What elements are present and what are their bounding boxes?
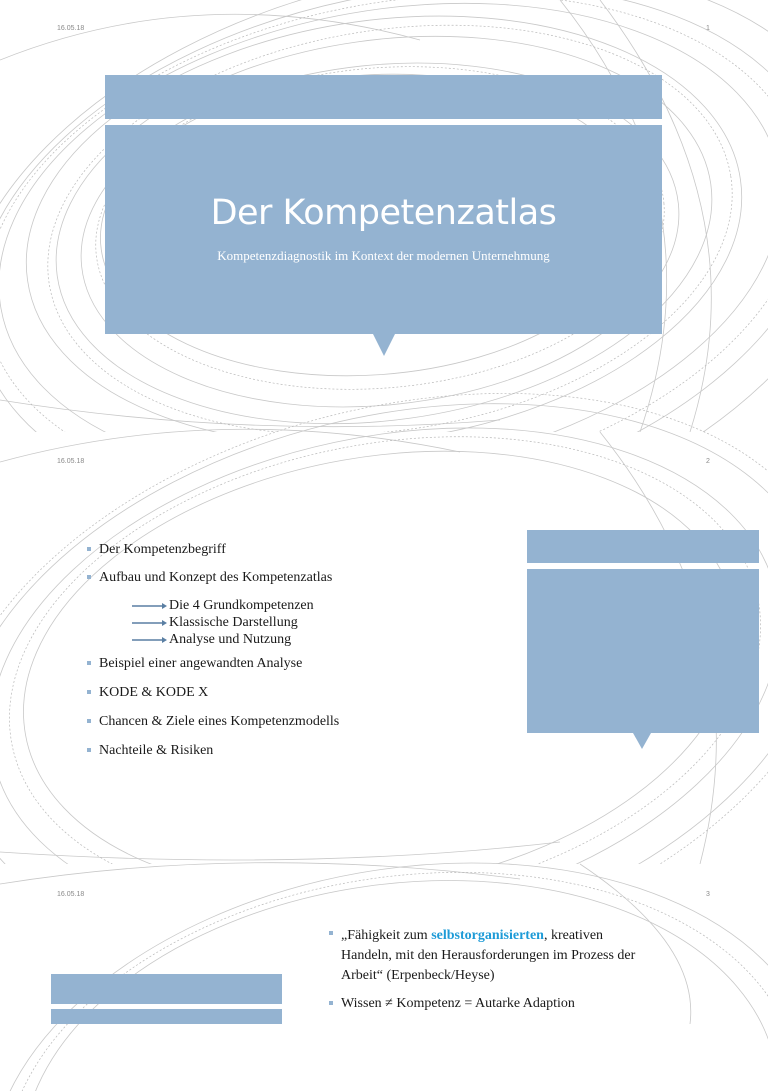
title-box-pointer <box>633 733 651 749</box>
title-header-bar <box>105 75 662 119</box>
presentation-subtitle: Kompetenzdiagnostik im Kontext der modernen Unternehmung <box>217 248 550 263</box>
agenda-item <box>99 570 332 586</box>
bullet-square-icon <box>87 575 91 579</box>
quote-rest: , kreativen <box>543 928 604 943</box>
agenda-item-label: Beispiel einer angewandten Analyse <box>99 656 303 671</box>
slide-date: 16.05.18 <box>57 891 85 898</box>
title-header-bar <box>51 974 282 1004</box>
agenda-item-label: Der Kompetenzbegriff <box>99 542 226 557</box>
agenda-subitem <box>169 615 298 631</box>
presentation-title: Der Kompetenzatlas <box>210 193 557 233</box>
agenda-subitem-label: Die 4 Grundkompetenzen <box>169 598 314 613</box>
arrow-right-icon <box>132 635 167 645</box>
agenda-item-label: Nachteile & Risiken <box>99 743 214 758</box>
agenda-item-label: Aufbau und Konzept des Kompetenzatlas <box>99 570 333 585</box>
agenda-item <box>99 542 226 558</box>
bullet-square-icon <box>87 661 91 665</box>
title-header-bar <box>527 530 759 563</box>
highlighted-term: selbstorganisierten <box>431 928 544 943</box>
bullet-square-icon <box>87 547 91 551</box>
agenda-item <box>99 714 339 730</box>
agenda-item <box>99 743 213 759</box>
definition-bullet <box>341 926 721 986</box>
agenda-item <box>99 656 302 672</box>
definition-bullet <box>341 996 575 1012</box>
bullet-square-icon <box>329 1001 333 1005</box>
agenda-subitem-label: Analyse und Nutzung <box>169 632 292 647</box>
slide-3 <box>0 864 768 1024</box>
quote-line-3: Arbeit“ (Erpenbeck/Heyse) <box>341 968 495 983</box>
slide-1 <box>0 0 768 432</box>
agenda-subitem <box>169 598 314 614</box>
slide-date: 16.05.18 <box>57 458 85 465</box>
agenda-item <box>99 685 208 701</box>
slide-number: 2 <box>706 458 710 465</box>
slide-number: 1 <box>706 25 710 32</box>
quote-line-2: Handeln, mit den Herausforderungen im Prozess der <box>341 948 636 963</box>
bullet-square-icon <box>87 748 91 752</box>
slide-number: 3 <box>706 891 710 898</box>
agenda-subitem-label: Klassische Darstellung <box>169 615 298 630</box>
title-box-pointer <box>373 334 395 356</box>
agenda-item-label: KODE & KODE X <box>99 685 209 700</box>
slide-title: Gliederung <box>576 1063 710 1091</box>
title-box <box>51 1009 282 1024</box>
bullet-label: Wissen ≠ Kompetenz = Autarke Adaption <box>341 996 575 1011</box>
bullet-square-icon <box>87 690 91 694</box>
slide-date: 16.05.18 <box>57 25 85 32</box>
agenda-subitem <box>169 632 291 648</box>
arrow-right-icon <box>132 618 167 628</box>
arrow-right-icon <box>132 601 167 611</box>
bullet-square-icon <box>87 719 91 723</box>
agenda-item-label: Chancen & Ziele eines Kompetenzmodells <box>99 714 340 729</box>
quote-start: „Fähigkeit zum <box>341 928 432 943</box>
bullet-square-icon <box>329 931 333 935</box>
title-box <box>527 569 759 733</box>
